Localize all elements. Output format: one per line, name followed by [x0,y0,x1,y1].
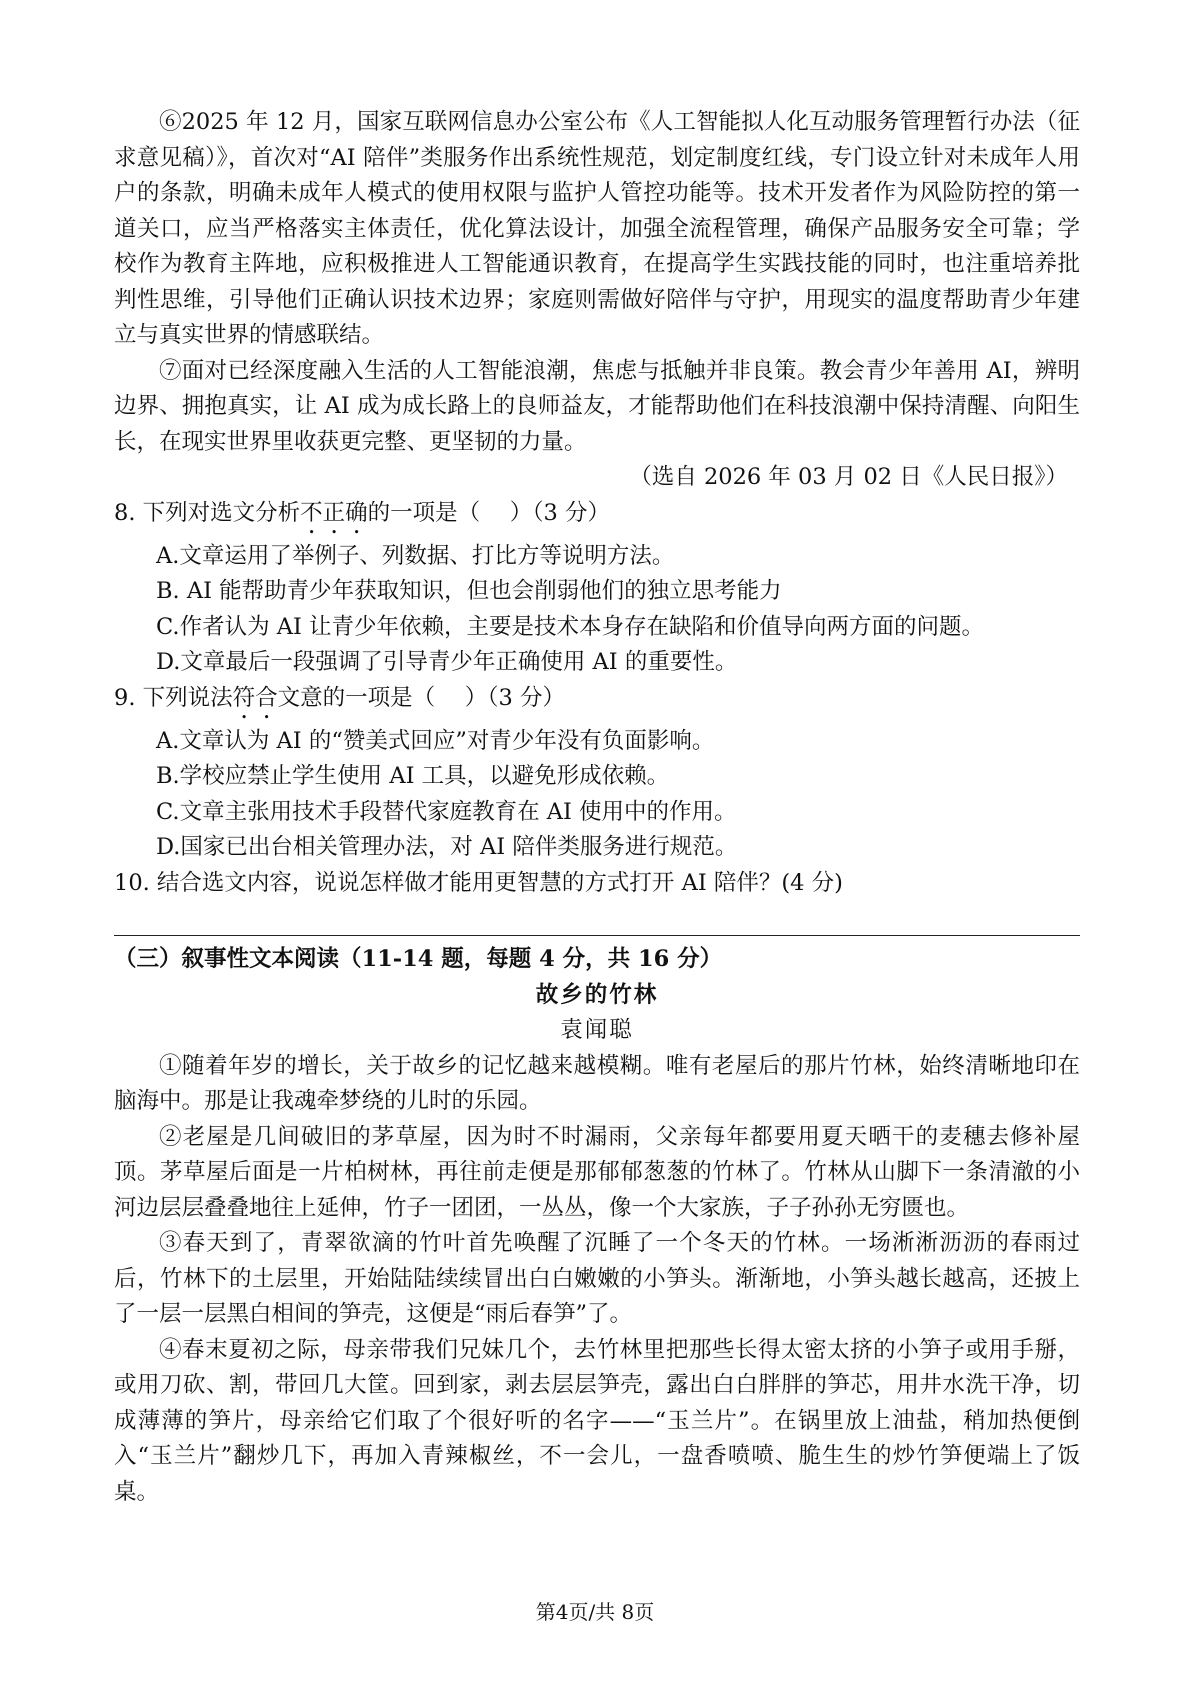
question-9-prefix: 9. 下列说法 [114,684,233,711]
question-10: 10. 结合选文内容，说说怎样做才能用更智慧的方式打开 AI 陪伴？(4 分) [114,869,843,896]
question-9-emphasis: 符合 [232,684,278,711]
story-author: 袁闻聪 [560,1017,634,1043]
question-8-emphasis: 不正确 [300,499,368,526]
question-8-option-a: A.文章运用了举例子、列数据、打比方等说明方法。 [156,542,675,569]
question-8-suffix: 的一项是（ ）（3 分） [367,499,611,526]
story-paragraph-4: ④春末夏初之际，母亲带我们兄妹几个，去竹林里把那些长得太密太挤的小笋子或用手掰，或用刀砍、割，带回几大筐。回到家，剥去层层笋壳，露出白白胖胖的笋芯，用井水洗干净，切成薄薄的笋片，母亲给它们取了个很好听的名字——“玉兰片”。在锅里放上油盐，稍加热便倒入“玉兰片”翻炒几下，再加入青辣椒丝，不一会儿，一盘香喷喷、脆生生的炒竹笋便端上了饭桌。 [114,1336,1080,1505]
question-8-option-c: C.作者认为 AI 让青少年依赖，主要是技术本身存在缺陷和价值导向两方面的问题。 [156,613,985,640]
exam-page [114,105,1080,1510]
article-paragraph-6: ⑥2025 年 12 月，国家互联网信息办公室公布《人工智能拟人化互动服务管理暂行办法（征求意见稿）》，首次对“AI 陪伴”类服务作出系统性规范，划定制度红线，专门设立针对未成年人用户的条款，明确未成年人模式的使用权限与监护人管控功能等。技术开发者作为风险防控的第一道关口，应当严格落实主体责任，优化算法设计，加强全流程管理，确保产品服务安全可靠；学校作为教育主阵地，应积极推进人工智能通识教育，在提高学生实践技能的同时，也注重培养批判性思维，引导他们正确认识技术边界；家庭则需做好陪伴与守护，用现实的温度帮助青少年建立与真实世界的情感联结。 [114,109,1080,348]
question-8-option-b: B. AI 能帮助青少年获取知识，但也会削弱他们的独立思考能力 [156,578,782,604]
question-8-prefix: 8. 下列对选文分析 [114,499,301,526]
question-9-option-c: C.文章主张用技术手段替代家庭教育在 AI 使用中的作用。 [156,798,737,825]
story-title: 故乡的竹林 [535,981,659,1008]
story-paragraph-1: ①随着年岁的增长，关于故乡的记忆越来越模糊。唯有老屋后的那片竹林，始终清晰地印在脑海中。那是让我魂牵梦绕的儿时的乐园。 [114,1052,1080,1114]
question-8 [114,496,1080,539]
story-paragraph-3: ③春天到了，青翠欲滴的竹叶首先唤醒了沉睡了一个冬天的竹林。一场淅淅沥沥的春雨过后，竹林下的土层里，开始陆陆续续冒出白白嫩嫩的小笋头。渐渐地，小笋头越长越高，还披上了一层一层黑白相间的笋壳，这便是“雨后春笋”了。 [114,1230,1080,1327]
section-heading: （三）叙事性文本阅读（11-14 题，每题 4 分，共 16 分） [114,946,723,972]
story-paragraph-2: ②老屋是几间破旧的茅草屋，因为时不时漏雨，父亲每年都要用夏天晒干的麦穗去修补屋顶。茅草屋后面是一片柏树林，再往前走便是那郁郁葱葱的竹林了。竹林从山脚下一条清澈的小河边层层叠叠地往上延伸，竹子一团团，一丛丛，像一个大家族，子子孙孙无穷匮也。 [114,1123,1080,1221]
article-paragraph-7: ⑦面对已经深度融入生活的人工智能浪潮，焦虑与抵触并非良策。教会青少年善用 AI，辨明边界、拥抱真实，让 AI 成为成长路上的良师益友，才能帮助他们在科技浪潮中保持清醒、向阳生长，在现实世界里收获更完整、更坚韧的力量。 [114,357,1080,455]
question-9-option-d: D.国家已出台相关管理办法，对 AI 陪伴类服务进行规范。 [156,834,738,860]
question-8-option-d: D.文章最后一段强调了引导青少年正确使用 AI 的重要性。 [156,649,738,675]
question-9-option-b: B.学校应禁止学生使用 AI 工具，以避免形成依赖。 [156,763,670,789]
article-source: （选自 2026 年 03 月 02 日《人民日报》） [629,464,1068,490]
question-9 [114,681,1080,724]
page-number: 第4页/共 8页 [535,1600,655,1624]
question-9-option-a: A.文章认为 AI 的“赞美式回应”对青少年没有负面影响。 [156,727,715,754]
section-divider [114,935,1080,936]
question-9-suffix: 文意的一项是（ ）（3 分） [277,684,566,711]
